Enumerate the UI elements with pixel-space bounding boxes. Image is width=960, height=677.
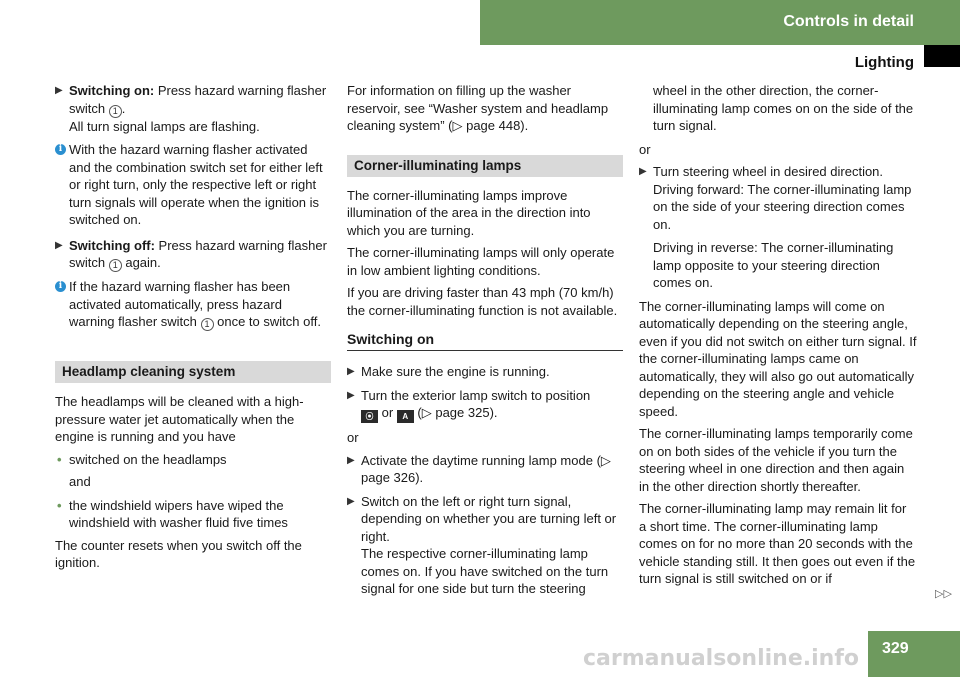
info-note: i With the hazard warning flasher activated and the combination switch set for either left or right turn, only the respective left or right turn signals will operate when the ignition is switched on. [55, 141, 331, 229]
step: ▶ Make sure the engine is running. [347, 364, 550, 379]
list-item: • switched on the headlamps [57, 451, 227, 467]
page-number: 329 [882, 640, 909, 657]
paragraph: The corner-illuminating lamp may remain lit for a short time. The corner-illuminating lamp comes on for no more than 20 seconds with the vehicle standing still. It then goes out even if the turn signal is still switched on or if [639, 501, 916, 586]
section-title: Controls in detail [783, 13, 914, 30]
number-1-icon: 1 [109, 259, 122, 272]
paragraph: The counter resets when you switch off the ignition. [55, 537, 302, 570]
page-number-box [868, 631, 960, 677]
arrow-icon: ▶ [347, 389, 355, 401]
paragraph: The corner-illuminating lamps will only operate in low ambient lighting conditions. [347, 245, 615, 278]
switching-on-heading: Switching on [347, 329, 623, 351]
low-beam-icon: ⦿ [361, 410, 378, 423]
step-label: Switching on: [69, 83, 155, 98]
arrow-icon: ▶ [55, 85, 63, 96]
arrow-icon: ▶ [347, 495, 355, 507]
paragraph: The corner-illuminating lamps improve illumination of the area in the direction into which you are turning. [347, 187, 591, 238]
paragraph: The corner-illuminating lamps will come on automatically depending on the steering angle, even if you did not switch on either turn signal. If the corner-illuminating lamps came on automatically, they will also go out automatically depending on the steering angle and vehicle speed. [639, 298, 917, 419]
step-switching-on: ▶ Switching on: Press hazard warning flasher switch 1 . All turn signal lamps are flashing. [55, 83, 327, 134]
continue-icon: ▷▷ [935, 588, 952, 600]
paragraph: Driving in reverse: The corner-illuminating lamp opposite to your steering direction comes on. [653, 240, 894, 290]
info-icon: i [55, 144, 66, 155]
list-item: • the windshield wipers have wiped the windshield with washer fluid five times [57, 497, 288, 530]
step: ▶ Turn the exterior lamp switch to position ⦿ or A (▷ page 325). [347, 387, 591, 421]
step-switching-off: ▶ Switching off: Press hazard warning flasher switch 1 again. [55, 237, 327, 270]
auto-lamp-icon: A [397, 410, 414, 423]
column-1 [55, 82, 331, 577]
paragraph: or [347, 430, 359, 445]
watermark: carmanualsonline.info [583, 646, 859, 671]
step-label: Switching off: [69, 237, 155, 253]
step: ▶ Activate the daytime running lamp mode (▷ page 326). [347, 452, 611, 485]
paragraph: or [639, 141, 651, 157]
paragraph: wheel in the other direction, the corner-illuminating lamp comes on on the side of the turn signal. [653, 83, 914, 133]
step: ▶ Switch on the left or right turn signal, depending on whether you are turning left or right. The respective corner-illuminating lamp comes on. If you have switched on the turn signal for one side but turn the steering [347, 493, 617, 596]
corner-illuminating-heading: Corner-illuminating lamps [347, 155, 623, 177]
arrow-icon: ▶ [55, 239, 63, 251]
paragraph: For information on filling up the washer reservoir, see “Washer system and headlamp cleaning system” (▷ page 448). [347, 83, 609, 133]
paragraph: and [69, 474, 91, 489]
paragraph: The headlamps will be cleaned with a high-pressure water jet automatically when the engine is running and you have [55, 394, 304, 444]
paragraph: The corner-illuminating lamps temporarily come on on both sides of the vehicle if you turn the steering wheel in one direction and then again in the other direction shortly thereafter. [639, 426, 913, 494]
arrow-icon: ▶ [347, 366, 355, 377]
column-3 [639, 82, 917, 593]
headlamp-cleaning-heading: Headlamp cleaning system [55, 361, 331, 383]
arrow-icon: ▶ [639, 166, 647, 177]
arrow-icon: ▶ [347, 454, 355, 466]
header-marker [924, 45, 960, 67]
subsection-title: Lighting [854, 54, 914, 71]
number-1-icon: 1 [109, 105, 122, 118]
step: ▶ Turn steering wheel in desired direction. Driving forward: The corner-illuminating lamp on the side of your steering direction comes on. [639, 164, 912, 232]
info-icon: i [55, 281, 66, 292]
paragraph: If you are driving faster than 43 mph (70 km/h) the corner-illuminating function is not available. [347, 285, 618, 318]
number-1-icon: 1 [201, 318, 214, 331]
info-note: i If the hazard warning flasher has been activated automatically, press hazard warning flasher switch 1 once to switch off. [55, 278, 331, 331]
column-2 [347, 82, 623, 604]
